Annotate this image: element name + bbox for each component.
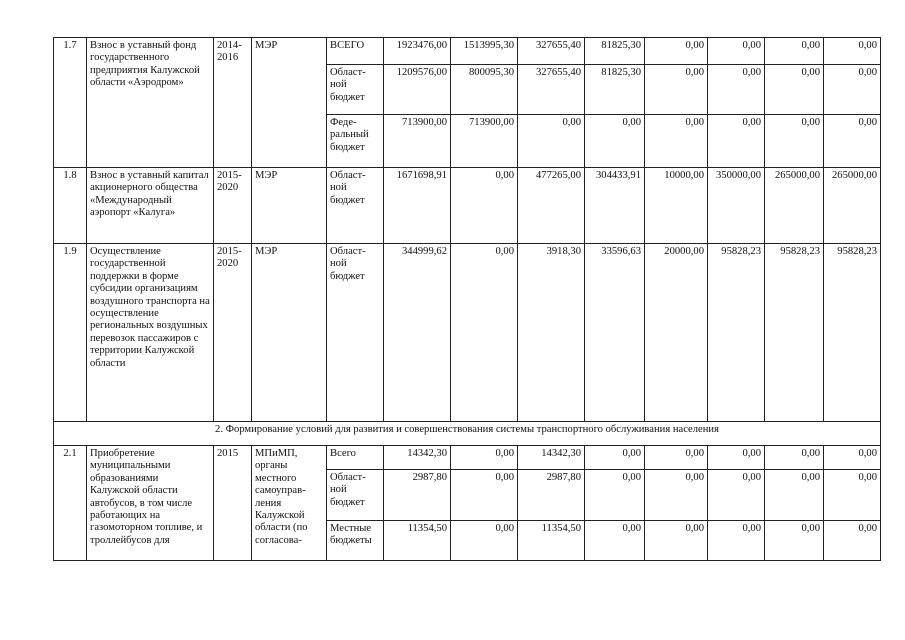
amount-cell: 81825,30 (585, 38, 645, 65)
period-cell: 2014-2016 (214, 38, 252, 168)
amount-cell: 0,00 (824, 470, 881, 521)
amount-cell: 10000,00 (645, 168, 708, 244)
measure-name-cell: Взнос в уставный капитал акционерного общества «Международный аэропорт «Калуга» (87, 168, 214, 244)
table-row (54, 38, 881, 65)
amount-cell: 0,00 (585, 446, 645, 470)
amount-cell: 1513995,30 (451, 38, 518, 65)
amount-cell: 0,00 (824, 115, 881, 168)
period-cell: 2015-2020 (214, 168, 252, 244)
amount-cell: 0,00 (824, 446, 881, 470)
measure-name-cell: Приобретение муниципальными образованиями Калужской области автобусов, в том числе работающих на газомоторном топливе, и троллейбусов для (87, 446, 214, 561)
amount-cell: 0,00 (708, 470, 765, 521)
table-row (54, 446, 881, 470)
amount-cell: 0,00 (824, 65, 881, 115)
amount-cell: 0,00 (824, 38, 881, 65)
row-number-cell: 1.7 (54, 38, 87, 168)
funding-source-cell: ВСЕГО (327, 38, 384, 65)
amount-cell: 95828,23 (708, 244, 765, 422)
amount-cell: 0,00 (708, 38, 765, 65)
row-number-cell: 1.8 (54, 168, 87, 244)
funding-source-cell: Област-ной бюджет (327, 470, 384, 521)
amount-cell: 0,00 (585, 470, 645, 521)
row-number-cell: 2.1 (54, 446, 87, 561)
table-body (54, 38, 881, 561)
executor-cell: МЭР (252, 38, 327, 168)
amount-cell: 0,00 (765, 65, 824, 115)
amount-cell: 0,00 (708, 521, 765, 561)
budget-table (53, 37, 881, 561)
funding-source-cell: Област-ной бюджет (327, 168, 384, 244)
amount-cell: 0,00 (708, 446, 765, 470)
amount-cell: 0,00 (765, 470, 824, 521)
amount-cell: 713900,00 (384, 115, 451, 168)
amount-cell: 95828,23 (824, 244, 881, 422)
amount-cell: 265000,00 (824, 168, 881, 244)
table-row (54, 168, 881, 244)
amount-cell: 2987,80 (518, 470, 585, 521)
period-cell: 2015 (214, 446, 252, 561)
amount-cell: 0,00 (451, 244, 518, 422)
amount-cell: 0,00 (645, 38, 708, 65)
amount-cell: 81825,30 (585, 65, 645, 115)
amount-cell: 95828,23 (765, 244, 824, 422)
period-cell: 2015-2020 (214, 244, 252, 422)
amount-cell: 14342,30 (518, 446, 585, 470)
amount-cell: 350000,00 (708, 168, 765, 244)
table-row (54, 244, 881, 422)
amount-cell: 0,00 (765, 446, 824, 470)
amount-cell: 713900,00 (451, 115, 518, 168)
amount-cell: 1209576,00 (384, 65, 451, 115)
row-number-cell: 1.9 (54, 244, 87, 422)
amount-cell: 0,00 (451, 470, 518, 521)
amount-cell: 0,00 (451, 168, 518, 244)
measure-name-cell: Взнос в уставный фонд государственного предприятия Калужской области «Аэродром» (87, 38, 214, 168)
amount-cell: 0,00 (451, 521, 518, 561)
funding-source-cell: Област-ной бюджет (327, 244, 384, 422)
amount-cell: 0,00 (451, 446, 518, 470)
section-title-cell: 2. Формирование условий для развития и совершенствования системы транспортного обслуживания населения (54, 422, 881, 446)
amount-cell: 0,00 (765, 115, 824, 168)
funding-source-cell: Всего (327, 446, 384, 470)
amount-cell: 2987,80 (384, 470, 451, 521)
amount-cell: 0,00 (708, 65, 765, 115)
amount-cell: 20000,00 (645, 244, 708, 422)
amount-cell: 327655,40 (518, 65, 585, 115)
amount-cell: 0,00 (708, 115, 765, 168)
amount-cell: 800095,30 (451, 65, 518, 115)
executor-cell: МЭР (252, 244, 327, 422)
amount-cell: 0,00 (765, 38, 824, 65)
amount-cell: 33596,63 (585, 244, 645, 422)
measure-name-cell: Осуществление государственной поддержки в форме субсидии организациям воздушного транспорта на осуществление региональных воздушных перевозок пассажиров с территории Калужской области (87, 244, 214, 422)
amount-cell: 304433,91 (585, 168, 645, 244)
amount-cell: 11354,50 (384, 521, 451, 561)
amount-cell: 0,00 (765, 521, 824, 561)
funding-source-cell: Феде-ральный бюджет (327, 115, 384, 168)
amount-cell: 0,00 (645, 470, 708, 521)
funding-source-cell: Местные бюджеты (327, 521, 384, 561)
amount-cell: 3918,30 (518, 244, 585, 422)
executor-cell: МЭР (252, 168, 327, 244)
amount-cell: 0,00 (645, 446, 708, 470)
amount-cell: 327655,40 (518, 38, 585, 65)
section-row (54, 422, 881, 446)
funding-source-cell: Област-ной бюджет (327, 65, 384, 115)
executor-cell: МПиМП, органы местного самоуправ-ления Калужской области (по согласова- (252, 446, 327, 561)
amount-cell: 477265,00 (518, 168, 585, 244)
amount-cell: 1923476,00 (384, 38, 451, 65)
amount-cell: 14342,30 (384, 446, 451, 470)
amount-cell: 0,00 (585, 521, 645, 561)
amount-cell: 344999,62 (384, 244, 451, 422)
amount-cell: 265000,00 (765, 168, 824, 244)
amount-cell: 0,00 (824, 521, 881, 561)
amount-cell: 0,00 (645, 521, 708, 561)
amount-cell: 0,00 (645, 115, 708, 168)
amount-cell: 0,00 (645, 65, 708, 115)
amount-cell: 0,00 (518, 115, 585, 168)
amount-cell: 1671698,91 (384, 168, 451, 244)
amount-cell: 11354,50 (518, 521, 585, 561)
amount-cell: 0,00 (585, 115, 645, 168)
